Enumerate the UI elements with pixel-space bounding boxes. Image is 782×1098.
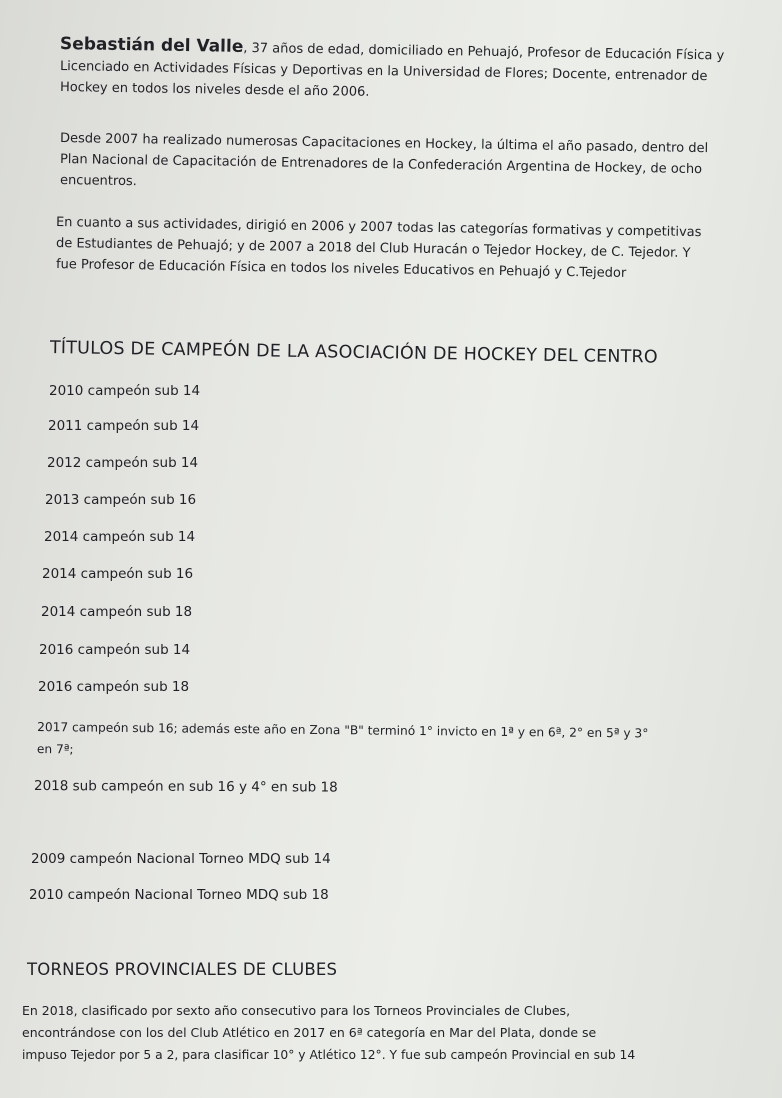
provincial-paragraph	[22, 1000, 762, 1066]
p3-line-1: En cuanto a sus actividades, dirigió en 2006 y 2007 todas las categorías formativas y competitivas	[55, 215, 702, 241]
title-item-2018: 2018 sub campeón en sub 16 y 4° en sub 18	[33, 778, 338, 796]
provincial-line-2: encontrándose con los del Club Atlético en 2017 en 6ª categoría en Mar del Plata, donde se	[22, 1025, 597, 1040]
title-item: 2016 campeón sub 14	[39, 642, 191, 658]
person-name: Sebastián del Valle	[59, 34, 244, 57]
p3-line-3: fue Profesor de Educación Física en todos los niveles Educativos en Pehuajó y C.Tejedor	[55, 257, 627, 281]
p3-line-2: de Estudiantes de Pehuajó; y de 2007 a 2018 del Club Huracán o Tejedor Hockey, de C. Tejedor. Y	[55, 236, 691, 261]
title-item: 2011 campeón sub 14	[48, 418, 200, 434]
title-item: 2013 campeón sub 16	[45, 492, 197, 508]
title-item-2017	[37, 716, 757, 768]
item-2017-line-1: 2017 campeón sub 16; además este año en Zona "B" terminó 1° invicto en 1ª y en 6ª, 2° en 5ª y 3°	[37, 720, 649, 741]
p2-line-1: Desde 2007 ha realizado numerosas Capacitaciones en Hockey, la última el año pasado, dentro del	[59, 131, 709, 157]
bio-paragraph-3	[55, 212, 756, 281]
national-title-1: 2009 campeón Nacional Torneo MDQ sub 14	[31, 851, 331, 867]
title-item: 2014 campeón sub 18	[41, 604, 193, 620]
provincial-heading: TORNEOS PROVINCIALES DE CLUBES	[27, 960, 338, 979]
title-item: 2012 campeón sub 14	[47, 455, 199, 471]
title-item: 2014 campeón sub 16	[42, 566, 194, 582]
national-title-2: 2010 campeón Nacional Torneo MDQ sub 18	[29, 887, 329, 903]
intro-line-3: Hockey en todos los niveles desde el año 2006.	[59, 80, 370, 100]
title-item: 2010 campeón sub 14	[49, 383, 201, 399]
intro-line-2: Licenciado en Actividades Físicas y Deportivas en la Universidad de Flores; Docente, entrenador de	[59, 59, 708, 85]
title-item: 2014 campeón sub 14	[44, 529, 196, 545]
item-2017-line-2: en 7ª;	[36, 741, 74, 757]
bio-paragraph-2	[60, 128, 760, 191]
provincial-line-1: En 2018, clasificado por sexto año consecutivo para los Torneos Provinciales de Clubes,	[22, 1003, 571, 1018]
provincial-line-3: impuso Tejedor por 5 a 2, para clasificar 10° y Atlético 12°. Y fue sub campeón Provincial en sub 14	[22, 1048, 636, 1062]
p2-line-3: encuentros.	[59, 173, 137, 190]
intro-line-1: , 37 años de edad, domiciliado en Pehuajó, Profesor de Educación Física y	[243, 40, 725, 64]
titles-heading: TÍTULOS DE CAMPEÓN DE LA ASOCIACIÓN DE HOCKEY DEL CENTRO	[49, 338, 658, 368]
p2-line-2: Plan Nacional de Capacitación de Entrenadores de la Confederación Argentina de Hockey, de ocho	[59, 152, 703, 178]
bio-paragraph-1	[60, 34, 760, 98]
title-item: 2016 campeón sub 18	[38, 679, 190, 695]
